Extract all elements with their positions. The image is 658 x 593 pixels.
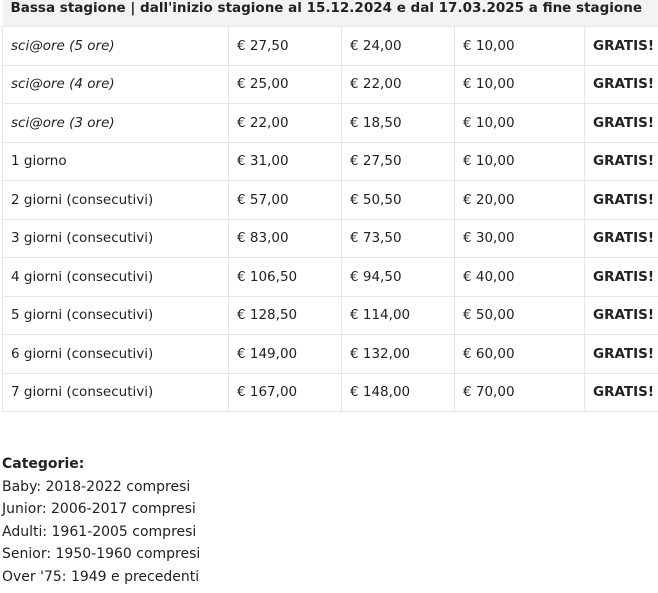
- row-label: sci@ore (3 ore): [3, 104, 229, 143]
- free-cell: GRATIS!: [585, 373, 658, 412]
- price-cell: € 20,00: [455, 181, 585, 220]
- price-cell: € 30,00: [455, 219, 585, 258]
- price-cell: € 18,50: [342, 104, 455, 143]
- free-cell: GRATIS!: [585, 142, 658, 181]
- table-row: [3, 142, 658, 181]
- price-cell: € 50,50: [342, 181, 455, 220]
- table-row: [3, 373, 658, 412]
- row-label: sci@ore (5 ore): [3, 27, 229, 66]
- table-row: [3, 335, 658, 374]
- categories-heading: Categorie:: [2, 456, 85, 472]
- category-item: Over '75: 1949 e precedenti: [2, 568, 200, 585]
- table-row: [3, 27, 658, 66]
- price-cell: € 60,00: [455, 335, 585, 374]
- table-row: [3, 65, 658, 104]
- price-cell: € 167,00: [229, 373, 342, 412]
- row-label: 1 giorno: [3, 142, 229, 181]
- price-cell: € 22,00: [229, 104, 342, 143]
- category-item: Senior: 1950-1960 compresi: [2, 546, 201, 562]
- price-cell: € 94,50: [342, 258, 455, 297]
- price-cell: € 148,00: [342, 373, 455, 412]
- price-cell: € 10,00: [455, 142, 585, 181]
- price-table: [2, 0, 658, 412]
- free-cell: GRATIS!: [585, 65, 658, 104]
- price-cell: € 22,00: [342, 65, 455, 104]
- price-cell: € 149,00: [229, 335, 342, 374]
- row-label: sci@ore (4 ore): [3, 65, 229, 104]
- row-label: 3 giorni (consecutivi): [3, 219, 229, 258]
- price-cell: € 106,50: [229, 258, 342, 297]
- price-cell: € 10,00: [455, 104, 585, 143]
- price-cell: € 25,00: [229, 65, 342, 104]
- price-cell: € 31,00: [229, 142, 342, 181]
- categories-section: [2, 453, 200, 588]
- price-cell: € 10,00: [455, 27, 585, 66]
- price-cell: € 57,00: [229, 181, 342, 220]
- price-cell: € 132,00: [342, 335, 455, 374]
- free-cell: GRATIS!: [585, 219, 658, 258]
- price-cell: € 73,50: [342, 219, 455, 258]
- price-cell: € 27,50: [229, 27, 342, 66]
- price-cell: € 24,00: [342, 27, 455, 66]
- season-header: Bassa stagione | dall'inizio stagione al 15.12.2024 e dal 17.03.2025 a fine stagione: [3, 0, 658, 27]
- table-header-row: [3, 0, 658, 27]
- category-item: Adulti: 1961-2005 compresi: [2, 523, 197, 540]
- row-label: 4 giorni (consecutivi): [3, 258, 229, 297]
- free-cell: GRATIS!: [585, 104, 658, 143]
- price-cell: € 83,00: [229, 219, 342, 258]
- row-label: 6 giorni (consecutivi): [3, 335, 229, 374]
- row-label: 7 giorni (consecutivi): [3, 373, 229, 412]
- free-cell: GRATIS!: [585, 335, 658, 374]
- price-cell: € 114,00: [342, 296, 455, 335]
- free-cell: GRATIS!: [585, 296, 658, 335]
- table-row: [3, 296, 658, 335]
- table-row: [3, 258, 658, 297]
- table-body: [3, 27, 658, 412]
- price-cell: € 70,00: [455, 373, 585, 412]
- table-row: [3, 219, 658, 258]
- price-cell: € 50,00: [455, 296, 585, 335]
- free-cell: GRATIS!: [585, 27, 658, 66]
- table-row: [3, 104, 658, 143]
- price-cell: € 27,50: [342, 142, 455, 181]
- table-row: [3, 181, 658, 220]
- free-cell: GRATIS!: [585, 258, 658, 297]
- category-item: Junior: 2006-2017 compresi: [2, 501, 196, 517]
- category-item: Baby: 2018-2022 compresi: [2, 478, 191, 495]
- free-cell: GRATIS!: [585, 181, 658, 220]
- row-label: 2 giorni (consecutivi): [3, 181, 229, 220]
- price-cell: € 10,00: [455, 65, 585, 104]
- price-cell: € 40,00: [455, 258, 585, 297]
- price-cell: € 128,50: [229, 296, 342, 335]
- row-label: 5 giorni (consecutivi): [3, 296, 229, 335]
